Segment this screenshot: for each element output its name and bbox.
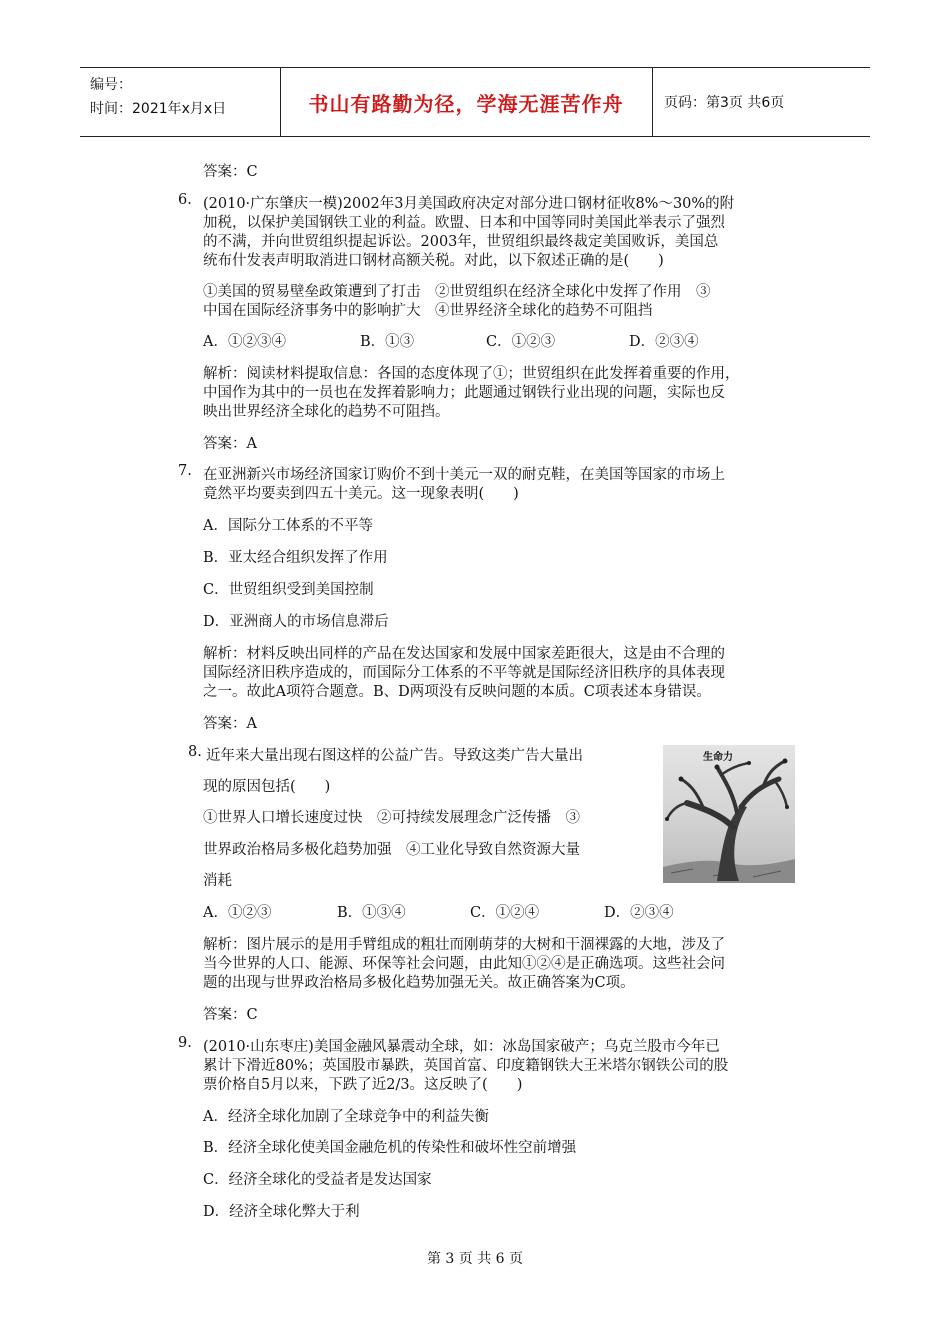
q8-option-a: A．①②③ [203,905,272,921]
q8-option-d: D．②③④ [604,905,674,921]
q9-stem-line: 累计下滑近80%；英国股市暴跌，英国首富、印度籍钢铁大王米塔尔钢铁公司的股 [203,1058,729,1074]
q7-number: 7. [178,463,192,479]
q7-analysis-line: 解析：材料反映出同样的产品在发达国家和发展中国家差距很大，这是由不合理的 [203,646,725,662]
q5-answer: 答案：C [203,164,258,180]
q8-answer: 答案：C [203,1007,258,1023]
q7-analysis-line: 国际经济旧秩序造成的，而国际分工体系的不平等就是国际经济旧秩序的具体表现 [203,665,725,681]
q9-option-b: B．经济全球化使美国金融危机的传染性和破坏性空前增强 [203,1140,577,1156]
q8-analysis-line: 解析：图片展示的是用手臂组成的粗壮而刚萌芽的大树和干涸裸露的大地，涉及了 [203,937,725,953]
q6-answer: 答案：A [203,436,257,452]
q6-stem-line: 统布什发表声明取消进口钢材高额关税。对此，以下叙述正确的是( ) [203,253,664,269]
q8-analysis-line: 当今世界的人口、能源、环保等社会问题，由此知①②④是正确选项。这些社会问 [203,956,725,972]
q6-statement-line: ①美国的贸易壁垒政策遭到了打击 ②世贸组织在经济全球化中发挥了作用 ③ [203,284,711,300]
q8-stem-line: 近年来大量出现右图这样的公益广告。导致这类广告大量出 [206,748,583,764]
q9-option-d: D．经济全球化弊大于利 [203,1204,360,1220]
q7-option-b: B．亚太经合组织发挥了作用 [203,550,388,566]
q8-stem-line: 现的原因包括( ) [203,779,331,795]
q6-stem-line: 加税，以保护美国钢铁工业的利益。欧盟、日本和中国等同时美国此举表示了强烈 [203,215,725,231]
q7-option-c: C．世贸组织受到美国控制 [203,582,374,598]
q9-option-a: A．经济全球化加剧了全球竞争中的利益失衡 [203,1109,489,1125]
header-date-label: 时间：2021年x月x日 [90,101,227,117]
q7-stem-line: 在亚洲新兴市场经济国家订购价不到十美元一双的耐克鞋，在美国等国家的市场上 [203,467,725,483]
q9-stem-line: (2010·山东枣庄)美国金融风暴震动全球，如：冰岛国家破产；乌克兰股市今年已 [203,1039,720,1055]
q8-analysis-line: 题的出现与世界政治格局多极化趋势加强无关。故正确答案为C项。 [203,975,635,991]
q7-option-a: A．国际分工体系的不平等 [203,518,373,534]
q8-option-b: B．①③④ [337,905,406,921]
q7-option-d: D．亚洲商人的市场信息滞后 [203,614,389,630]
q6-stem-line: (2010·广东肇庆一模)2002年3月美国政府决定对部分进口钢材征收8%～30%的附 [203,196,735,212]
q6-option-b: B．①③ [360,334,415,350]
q6-stem-line: 的不满，并向世贸组织提起诉讼。2003年，世贸组织最终裁定美国败诉，美国总 [203,234,719,250]
q7-answer: 答案：A [203,716,257,732]
q7-analysis-line: 之一。故此A项符合题意。B、D两项没有反映问题的本质。C项表述本身错误。 [203,684,711,700]
q8-option-c: C．①②④ [470,905,540,921]
header-number-label: 编号： [90,77,132,93]
header-page-label: 页码：第3页 共6页 [664,95,785,111]
q6-number: 6. [178,192,192,208]
header-motto: 书山有路勤为径，学海无涯苦作舟 [308,91,624,116]
public-ad-figure [663,745,795,883]
page-footer: 第 3 页 共 6 页 [426,1251,524,1267]
q9-option-c: C．经济全球化的受益者是发达国家 [203,1172,432,1188]
q9-stem-line: 票价格自5月以来，下跌了近2/3。这反映了( ) [203,1077,523,1093]
q7-stem-line: 竟然平均要卖到四五十美元。这一现象表明( ) [203,486,519,502]
q8-statement-line: 世界政治格局多极化趋势加强 ④工业化导致自然资源大量 [203,842,580,858]
figure-caption: 生命力 [703,752,733,763]
q8-statement-line: ①世界人口增长速度过快 ②可持续发展理念广泛传播 ③ [203,810,580,826]
q6-analysis-line: 解析：阅读材料提取信息：各国的态度体现了①；世贸组织在此发挥着重要的作用， [203,366,740,382]
q8-statement-line: 消耗 [203,873,232,889]
tree-of-arms-illustration [663,745,795,883]
q6-analysis-line: 映出世界经济全球化的趋势不可阻挡。 [203,404,450,420]
q6-option-a: A．①②③④ [203,334,286,350]
q6-option-c: C．①②③ [486,334,556,350]
q6-statement-line: 中国在国际经济事务中的影响扩大 ④世界经济全球化的趋势不可阻挡 [203,303,653,319]
q6-analysis-line: 中国作为其中的一员也在发挥着影响力；此题通过钢铁行业出现的问题，实际也反 [203,385,725,401]
q8-number: 8. [188,744,202,760]
q9-number: 9. [178,1035,192,1051]
q6-option-d: D．②③④ [629,334,699,350]
